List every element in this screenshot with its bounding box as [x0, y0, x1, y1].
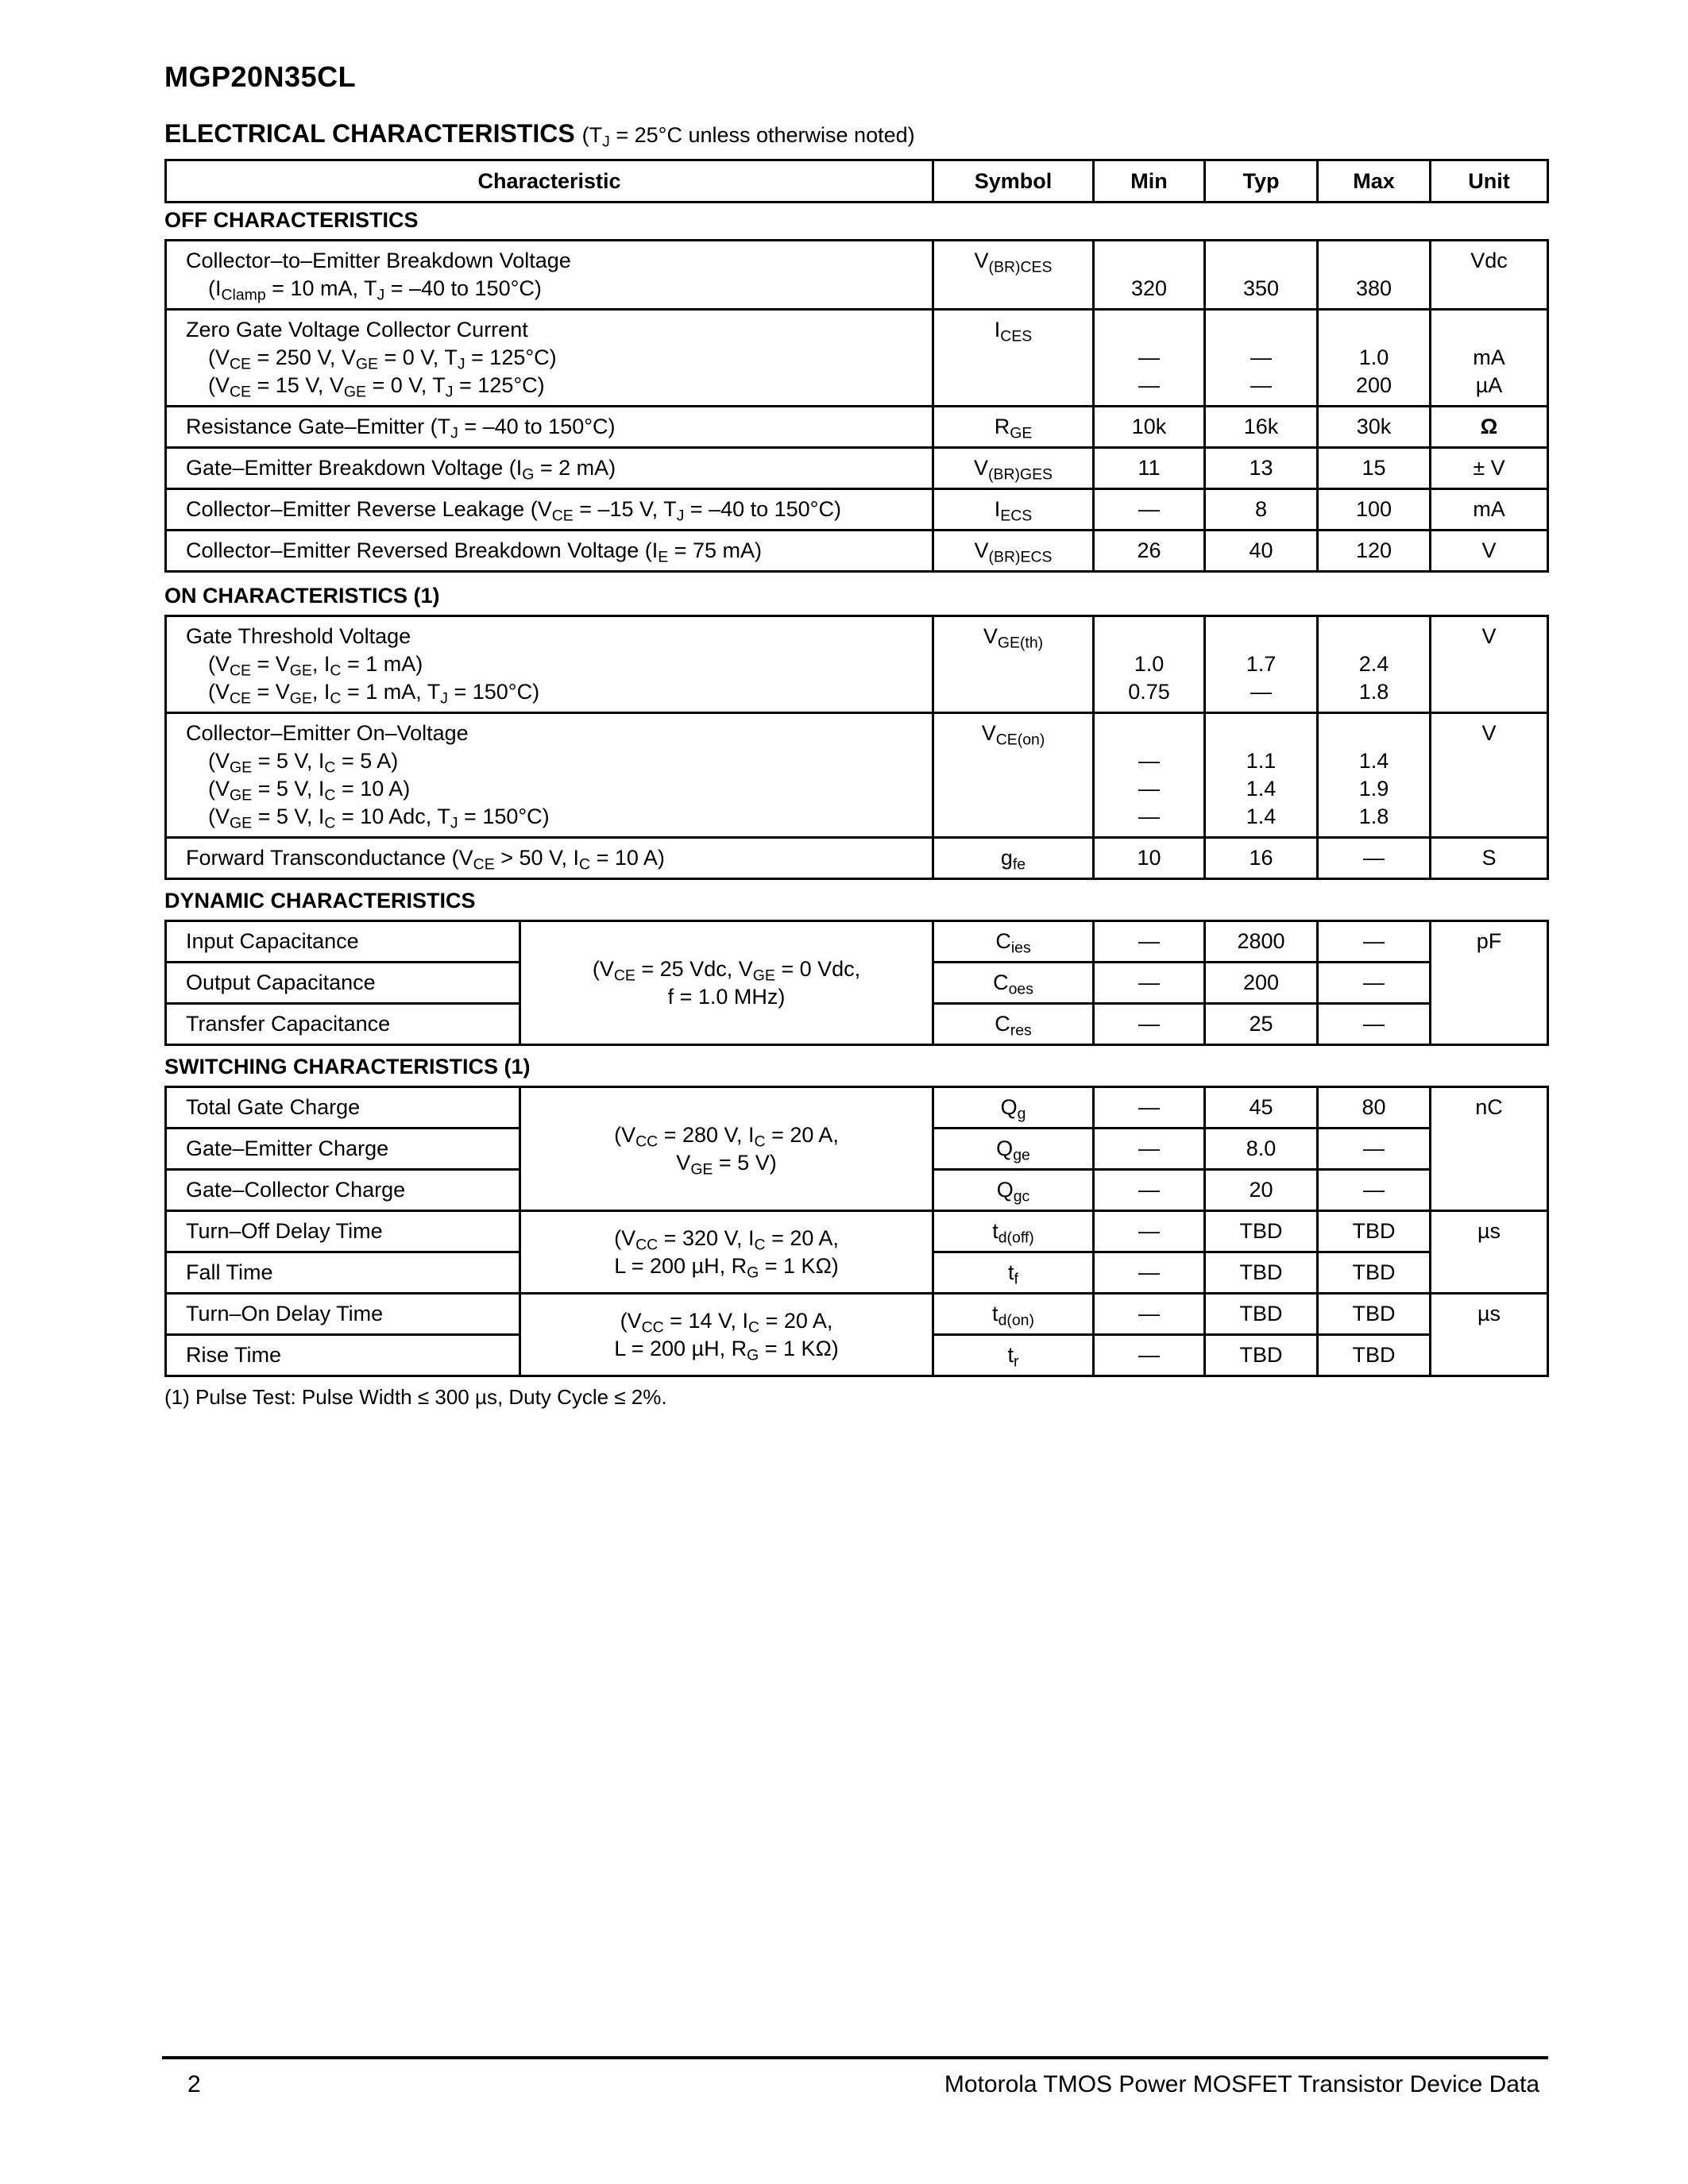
max-cell: 380 [1318, 241, 1431, 310]
unit-cell: V [1431, 616, 1548, 713]
table-row [166, 713, 1548, 838]
footer-text: Motorola TMOS Power MOSFET Transistor Device Data [944, 2071, 1539, 2097]
section-on: ON CHARACTERISTICS (1) [164, 584, 440, 608]
table-row [166, 448, 1548, 489]
typ-cell: 16k [1205, 407, 1318, 448]
unit-cell: mA µA [1431, 310, 1548, 407]
symbol-cell: $V_{GE(th)}$ [933, 616, 1094, 713]
col-characteristic: Characteristic [166, 160, 933, 203]
page-number: 2 [187, 2071, 201, 2097]
min-cell: — — — [1094, 713, 1205, 838]
min-cell: — [1094, 1087, 1205, 1129]
max-cell: TBD [1318, 1252, 1431, 1294]
unit-cell: µs [1431, 1294, 1548, 1376]
max-cell: — [1318, 1129, 1431, 1170]
footer-rule [162, 2056, 1548, 2059]
heading-note: ($T_J = 25^\circ C$ unless otherwise noted) [581, 123, 915, 151]
col-unit: Unit [1431, 160, 1548, 203]
min-cell: 10 [1094, 838, 1205, 879]
unit-cell: S [1431, 838, 1548, 879]
max-cell: 1.4 1.9 1.8 [1318, 713, 1431, 838]
typ-cell: 40 [1205, 531, 1318, 572]
typ-cell: TBD [1205, 1335, 1318, 1376]
table-row [166, 241, 1548, 310]
table-row [166, 1294, 1548, 1335]
min-cell: 320 [1094, 241, 1205, 310]
table-row [166, 489, 1548, 531]
typ-cell: 13 [1205, 448, 1318, 489]
max-cell: — [1318, 1170, 1431, 1211]
characteristic-cell: Collector–Emitter On–Voltage ($V_{GE} = 5$ V, $I_C = 5$ A) ($V_{GE} = 5$ V, $I_C = 10$ A) ($V_{GE} = 5$ V, $I_C = 10$ Adc, $T_J = 150^\circ C$) [166, 713, 933, 838]
typ-cell: — — [1205, 310, 1318, 407]
table-row [166, 616, 1548, 713]
min-cell: 1.0 0.75 [1094, 616, 1205, 713]
max-cell: TBD [1318, 1294, 1431, 1335]
characteristic-cell: Collector–to–Emitter Breakdown Voltage ($I_{Clamp} = 10$ mA, $T_J = -40$ to 150°C) [166, 241, 933, 310]
part-number: MGP20N35CL [164, 60, 357, 93]
symbol-cell: $t_{d(on)}$ [933, 1294, 1094, 1335]
characteristic-cell: Input Capacitance [166, 921, 520, 963]
max-cell: — [1318, 963, 1431, 1004]
col-typ: Typ [1205, 160, 1318, 203]
characteristic-cell: Gate–Collector Charge [166, 1170, 520, 1211]
symbol-cell: $Q_g$ [933, 1087, 1094, 1129]
test-conditions-cell: ($V_{CC} = 320$ V, $I_C = 20$ A, L = 200 µH, $R_G = 1$ KΩ) [520, 1211, 933, 1294]
symbol-cell: $g_{fe}$ [933, 838, 1094, 879]
typ-cell: 2800 [1205, 921, 1318, 963]
min-cell: 26 [1094, 531, 1205, 572]
off-characteristics-table [164, 239, 1549, 573]
typ-cell: 1.7 — [1205, 616, 1318, 713]
min-cell: — [1094, 963, 1205, 1004]
max-cell: 15 [1318, 448, 1431, 489]
typ-cell: 25 [1205, 1004, 1318, 1045]
characteristic-cell: Zero Gate Voltage Collector Current ($V_{CE} = 250$ V, $V_{GE} = 0$ V, $T_J = 125^\circ C$) ($V_{CE} = 15$ V, $V_{GE} = 0$ V, $T_J = 125^\circ C$) [166, 310, 933, 407]
typ-cell: 20 [1205, 1170, 1318, 1211]
characteristic-cell: Turn–Off Delay Time [166, 1211, 520, 1252]
column-header-row [166, 160, 1548, 203]
symbol-cell: $V_{(BR)CES}$ [933, 241, 1094, 310]
test-conditions-cell: ($V_{CC} = 280$ V, $I_C = 20$ A, $V_{GE} = 5$ V) [520, 1087, 933, 1211]
min-cell: — [1094, 489, 1205, 531]
max-cell: 120 [1318, 531, 1431, 572]
unit-cell: V [1431, 713, 1548, 838]
typ-cell: 16 [1205, 838, 1318, 879]
characteristic-cell: Resistance Gate–Emitter ($T_J = -40$ to 150°C) [166, 407, 933, 448]
section-off: OFF CHARACTERISTICS [164, 208, 419, 232]
unit-cell: Ω [1431, 407, 1548, 448]
section-dynamic: DYNAMIC CHARACTERISTICS [164, 889, 476, 913]
col-max: Max [1318, 160, 1431, 203]
test-conditions-cell: ($V_{CC} = 14$ V, $I_C = 20$ A, L = 200 µH, $R_G = 1$ KΩ) [520, 1294, 933, 1376]
max-cell: 1.0 200 [1318, 310, 1431, 407]
min-cell: — [1094, 1211, 1205, 1252]
table-row [166, 921, 1548, 963]
min-cell: — [1094, 1170, 1205, 1211]
symbol-cell: $t_r$ [933, 1335, 1094, 1376]
unit-cell: pF [1431, 921, 1548, 1045]
typ-cell: TBD [1205, 1211, 1318, 1252]
max-cell: — [1318, 921, 1431, 963]
min-cell: — [1094, 1129, 1205, 1170]
characteristic-cell: Gate–Emitter Charge [166, 1129, 520, 1170]
unit-cell: nC [1431, 1087, 1548, 1211]
min-cell: — — [1094, 310, 1205, 407]
min-cell: — [1094, 1335, 1205, 1376]
typ-cell: 45 [1205, 1087, 1318, 1129]
typ-cell: 8 [1205, 489, 1318, 531]
characteristic-cell: Fall Time [166, 1252, 520, 1294]
max-cell: 100 [1318, 489, 1431, 531]
symbol-cell: $V_{(BR)GES}$ [933, 448, 1094, 489]
min-cell: 10k [1094, 407, 1205, 448]
max-cell: — [1318, 1004, 1431, 1045]
section-switching: SWITCHING CHARACTERISTICS (1) [164, 1055, 531, 1078]
table-row [166, 838, 1548, 879]
characteristic-cell: Turn–On Delay Time [166, 1294, 520, 1335]
characteristic-cell: Total Gate Charge [166, 1087, 520, 1129]
unit-cell: Vdc [1431, 241, 1548, 310]
switching-characteristics-table [164, 1086, 1549, 1377]
max-cell: 80 [1318, 1087, 1431, 1129]
symbol-cell: $C_{oes}$ [933, 963, 1094, 1004]
unit-cell: mA [1431, 489, 1548, 531]
symbol-cell: $I_{CES}$ [933, 310, 1094, 407]
typ-cell: 8.0 [1205, 1129, 1318, 1170]
characteristic-cell: Rise Time [166, 1335, 520, 1376]
typ-cell: 1.1 1.4 1.4 [1205, 713, 1318, 838]
max-cell: 30k [1318, 407, 1431, 448]
unit-cell: µs [1431, 1211, 1548, 1294]
table-row [166, 407, 1548, 448]
symbol-cell: $C_{res}$ [933, 1004, 1094, 1045]
dynamic-characteristics-table [164, 920, 1549, 1046]
heading-title: ELECTRICAL CHARACTERISTICS [164, 119, 575, 148]
characteristic-cell: Forward Transconductance ($V_{CE} > 50$ V, $I_C = 10$ A) [166, 838, 933, 879]
unit-cell: ± V [1431, 448, 1548, 489]
typ-cell: TBD [1205, 1252, 1318, 1294]
symbol-cell: $C_{ies}$ [933, 921, 1094, 963]
on-characteristics-table [164, 615, 1549, 880]
footnote: (1) Pulse Test: Pulse Width ≤ 300 µs, Duty Cycle ≤ 2%. [164, 1385, 667, 1409]
table-row [166, 310, 1548, 407]
typ-cell: 200 [1205, 963, 1318, 1004]
symbol-cell: $R_{GE}$ [933, 407, 1094, 448]
table-row [166, 1211, 1548, 1252]
col-symbol: Symbol [933, 160, 1094, 203]
test-conditions-cell: ($V_{CE} = 25$ Vdc, $V_{GE} = 0$ Vdc, f = 1.0 MHz) [520, 921, 933, 1045]
symbol-cell: $Q_{ge}$ [933, 1129, 1094, 1170]
symbol-cell: $V_{(BR)ECS}$ [933, 531, 1094, 572]
max-cell: TBD [1318, 1211, 1431, 1252]
characteristic-cell: Collector–Emitter Reversed Breakdown Voltage ($I_E = 75$ mA) [166, 531, 933, 572]
characteristic-cell: Gate–Emitter Breakdown Voltage ($I_G = 2$ mA) [166, 448, 933, 489]
typ-cell: TBD [1205, 1294, 1318, 1335]
table-row [166, 531, 1548, 572]
col-min: Min [1094, 160, 1205, 203]
symbol-cell: $I_{ECS}$ [933, 489, 1094, 531]
characteristic-cell: Gate Threshold Voltage ($V_{CE} = V_{GE}$, $I_C = 1$ mA) ($V_{CE} = V_{GE}$, $I_C = 1$ mA, $T_J = 150^\circ C$) [166, 616, 933, 713]
symbol-cell: $t_{d(off)}$ [933, 1211, 1094, 1252]
symbol-cell: $Q_{gc}$ [933, 1170, 1094, 1211]
unit-cell: V [1431, 531, 1548, 572]
characteristic-cell: Transfer Capacitance [166, 1004, 520, 1045]
characteristic-cell: Collector–Emitter Reverse Leakage ($V_{CE} = -15$ V, $T_J = -40$ to 150°C) [166, 489, 933, 531]
characteristic-cell: Output Capacitance [166, 963, 520, 1004]
symbol-cell: $V_{CE(on)}$ [933, 713, 1094, 838]
max-cell: — [1318, 838, 1431, 879]
max-cell: 2.4 1.8 [1318, 616, 1431, 713]
min-cell: — [1094, 1294, 1205, 1335]
min-cell: — [1094, 1004, 1205, 1045]
min-cell: — [1094, 1252, 1205, 1294]
symbol-cell: $t_f$ [933, 1252, 1094, 1294]
table-heading [164, 119, 915, 149]
column-header-table [164, 159, 1549, 203]
max-cell: TBD [1318, 1335, 1431, 1376]
table-row [166, 1087, 1548, 1129]
min-cell: 11 [1094, 448, 1205, 489]
typ-cell: 350 [1205, 241, 1318, 310]
min-cell: — [1094, 921, 1205, 963]
